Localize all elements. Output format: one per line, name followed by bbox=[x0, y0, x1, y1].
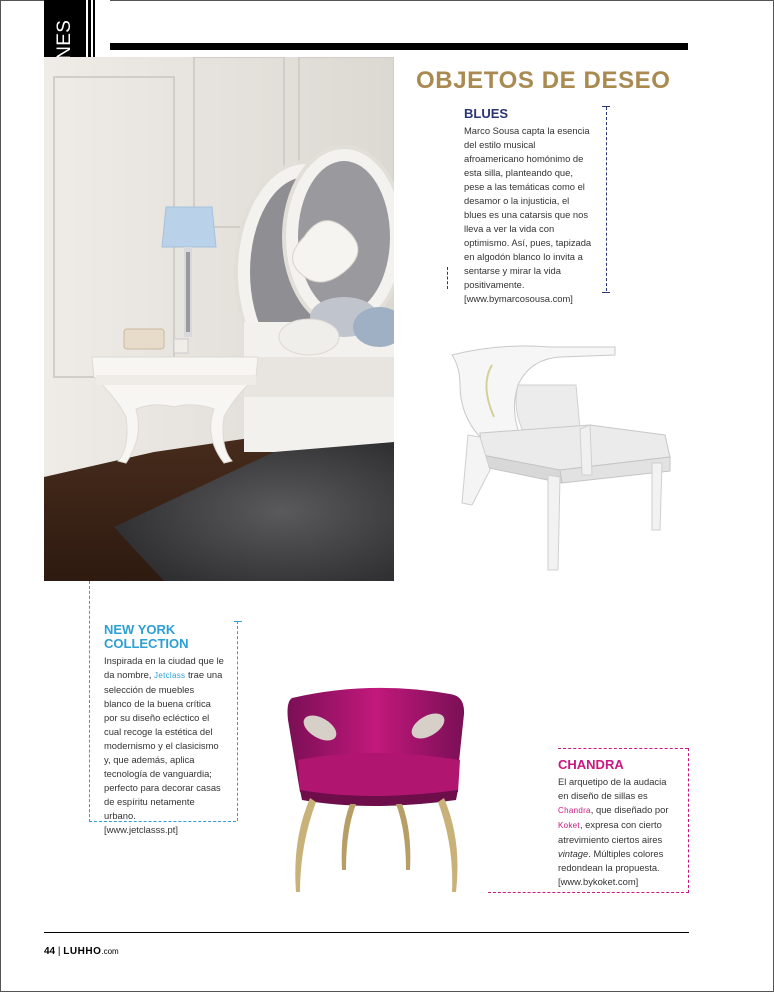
frame-tick bbox=[602, 106, 610, 107]
blues-title: BLUES bbox=[464, 106, 509, 121]
blues-description bbox=[448, 106, 607, 304]
magazine-name: LUHHO bbox=[63, 946, 102, 957]
page-footer bbox=[44, 946, 119, 957]
page-number: 44 bbox=[44, 946, 56, 957]
chandra-brand: Chandra bbox=[558, 806, 591, 815]
footer-separator: | bbox=[57, 946, 61, 957]
magazine-domain: .com bbox=[101, 947, 119, 956]
blues-url[interactable]: [www.bymarcosousa.com] bbox=[464, 293, 573, 304]
frame-top bbox=[558, 748, 688, 749]
new-york-title: NEW YORK COLLECTION bbox=[104, 622, 189, 651]
new-york-description bbox=[89, 581, 236, 835]
frame-tick bbox=[602, 292, 610, 293]
frame-tick bbox=[234, 621, 242, 622]
footer-rule bbox=[44, 932, 689, 933]
chandra-body: El arquetipo de la audacia en diseño de sillas es Chandra, que diseñado por Koket, expresa con cierto atrevimiento ciertos aires vintage. Múltiples colores redondean la propuesta. bbox=[558, 776, 669, 873]
new-york-url[interactable]: [www.jetclasss.pt] bbox=[104, 824, 178, 835]
chandra-chair-image bbox=[270, 680, 480, 900]
blues-body: Marco Sousa capta la esencia del estilo musical afroamericano homónimo de esta silla, planteando que, pese a las temáticas como el desamor o la injusticia, el blues es una catarsis que nos lleva a ver la vida con optimismo. Así, pues, tapizada en algodón blanco lo invita a sentarse y mirar la vida positivamente. bbox=[464, 125, 592, 290]
page-headline: OBJETOS DE DESEO bbox=[416, 67, 671, 94]
jetclass-brand: Jetclass bbox=[154, 671, 186, 680]
header-rule bbox=[110, 43, 688, 50]
frame-side bbox=[237, 621, 238, 821]
new-york-body: Inspirada en la ciudad que le da nombre, Jetclass trae una selección de muebles blanco de la buena crítica por su diseño ecléctico el cual recoge la estética del modernismo y el clasicismo y, que además, aplica tecnología de vanguardia; perfecto para decorar casas de espíritu netamente urbano. bbox=[104, 655, 224, 821]
chandra-title: CHANDRA bbox=[558, 757, 624, 772]
chandra-description bbox=[488, 748, 689, 893]
frame-tick bbox=[447, 267, 449, 289]
blues-chair-image bbox=[440, 325, 700, 585]
bedroom-photo bbox=[44, 57, 394, 581]
koket-brand: Koket bbox=[558, 821, 580, 830]
chandra-url[interactable]: [www.bykoket.com] bbox=[558, 876, 639, 887]
